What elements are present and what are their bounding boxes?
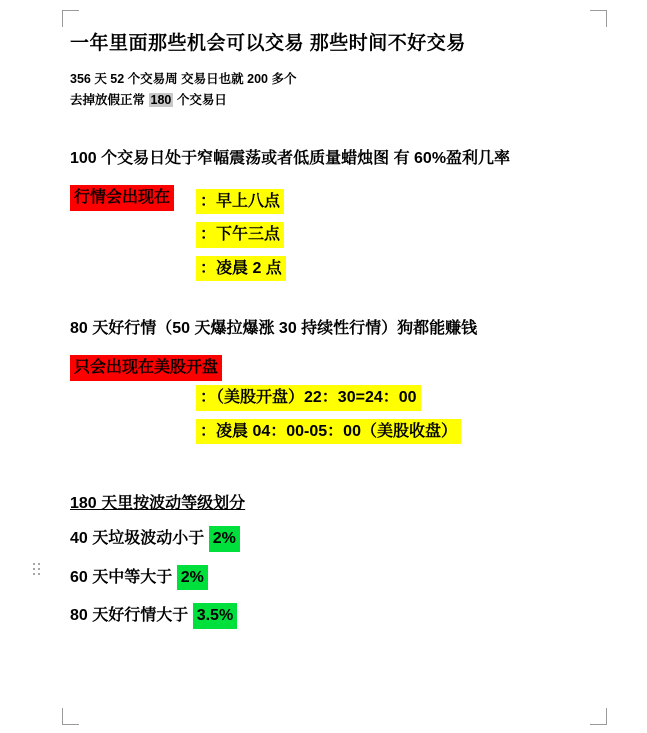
time-item-2: ：下午三点 [196, 222, 284, 248]
volatility-value-3: 3.5% [193, 603, 237, 629]
paragraph-good-trend-days: 80 天好行情（50 天爆拉爆涨 30 持续性行情）狗都能赚钱 [70, 320, 478, 338]
time-item-row-3 [196, 256, 588, 282]
label-us-market-open: 只会出现在美股开盘 [70, 355, 222, 381]
paragraph-drag-handle-icon[interactable] [33, 563, 41, 579]
time-item-row-1 [196, 189, 588, 215]
time-item-row-2 [196, 222, 588, 248]
us-item-1: ：（美股开盘）22：30=24：00 [196, 385, 421, 411]
time-item-1: ：早上八点 [196, 189, 284, 215]
time-item-3: ：凌晨 2 点 [196, 256, 286, 282]
document-content [68, 28, 588, 629]
volatility-row-3 [70, 602, 588, 629]
us-item-row-2 [196, 419, 588, 445]
crop-mark-top-left [62, 10, 79, 27]
volatility-value-2: 2% [177, 565, 208, 591]
label-trend-appear: 行情会出现在 [70, 185, 174, 211]
volatility-row-1 [70, 525, 588, 552]
us-open-row [70, 355, 588, 381]
subline-highlight-value: 180 [150, 93, 172, 107]
volatility-label-1: 40 天垃圾波动小于 [70, 530, 205, 548]
subline-prefix: 去掉放假正常 [70, 93, 146, 107]
subline-trading-days: 356 天 52 个交易周 交易日也就 200 多个 [70, 72, 297, 86]
page-title: 一年里面那些机会可以交易 那些时间不好交易 [70, 33, 466, 54]
subline-suffix: 个交易日 [176, 93, 227, 107]
volatility-label-3: 80 天好行情大于 [70, 607, 189, 625]
crop-mark-top-right [590, 10, 607, 27]
paragraph-low-quality-days: 100 个交易日处于窄幅震荡或者低质量蜡烛图 有 60%盈利几率 [70, 150, 511, 167]
subline-actual-trading-days [70, 90, 588, 108]
volatility-row-2 [70, 564, 588, 591]
volatility-value-1: 2% [209, 526, 240, 552]
us-item-row-1 [196, 385, 588, 411]
volatility-label-2: 60 天中等大于 [70, 568, 173, 586]
crop-mark-bottom-left [62, 708, 79, 725]
section-title-text: 180 天里按波动等级划分 [70, 495, 246, 513]
section-title-volatility [70, 490, 588, 513]
crop-mark-bottom-right [590, 708, 607, 725]
us-item-2: ：凌晨 04：00-05：00（美股收盘） [196, 419, 461, 445]
